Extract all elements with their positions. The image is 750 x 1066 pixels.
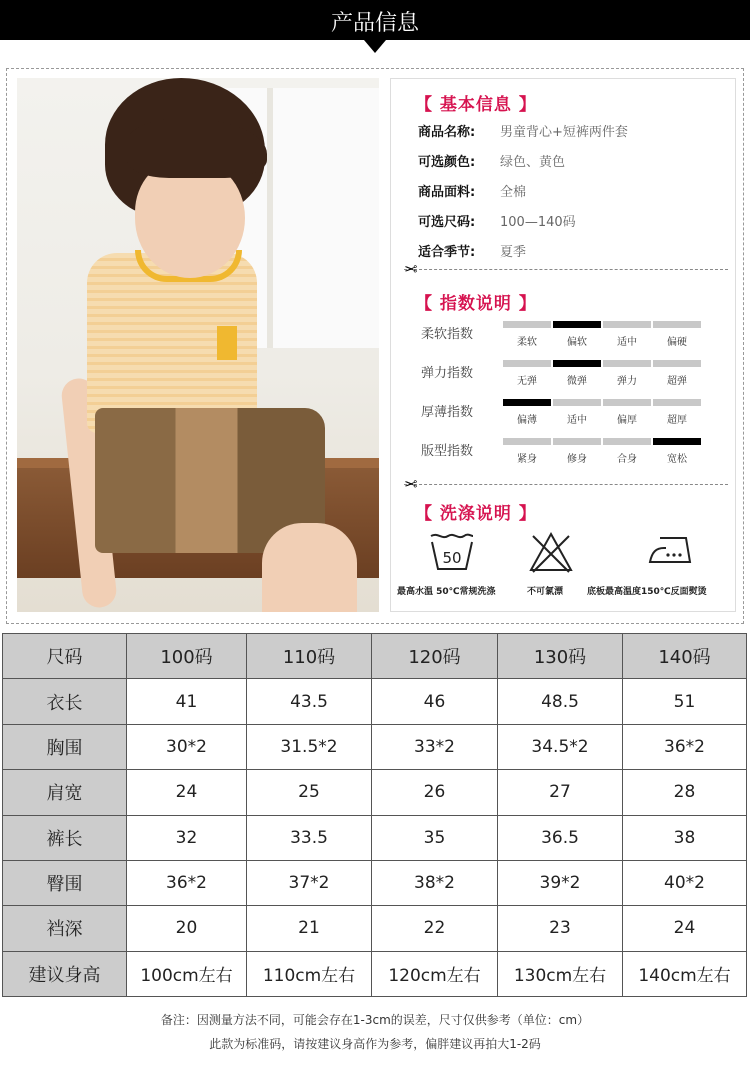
note-line: 备注：因测量方法不同，可能会存在1-3cm的误差，尺寸仅供参考（单位：cm） <box>160 1013 590 1027</box>
size-cell: 35 <box>372 815 498 860</box>
basic-key: 商品面料: <box>418 185 476 200</box>
scissors-icon: ✂ <box>404 474 418 493</box>
size-cell: 23 <box>498 906 623 951</box>
index-title: 【 指数说明 】 <box>415 294 537 314</box>
cut-line <box>404 484 728 485</box>
size-cell: 110码 <box>247 634 372 679</box>
index-bar <box>503 438 551 445</box>
size-cell: 36*2 <box>623 724 747 769</box>
cut-line <box>404 269 728 270</box>
size-cell: 27 <box>498 770 623 815</box>
wash-label: 不可氯漂 <box>527 587 564 597</box>
index-level-label: 紧身 <box>517 454 537 465</box>
index-bar <box>653 399 701 406</box>
size-table-row <box>3 770 747 815</box>
size-cell: 110cm左右 <box>247 951 372 996</box>
row-label-cell: 裤长 <box>3 815 127 860</box>
index-bar-selected <box>653 438 701 445</box>
size-cell: 37*2 <box>247 860 372 905</box>
index-level-label: 无弹 <box>517 376 537 387</box>
size-cell: 24 <box>623 906 747 951</box>
scissors-icon: ✂ <box>404 259 418 278</box>
size-cell: 48.5 <box>498 679 623 724</box>
size-table-row <box>3 815 747 860</box>
index-level-label: 偏软 <box>567 337 587 348</box>
index-bar <box>603 438 651 445</box>
basic-value: 夏季 <box>500 245 527 260</box>
row-label-cell: 肩宽 <box>3 770 127 815</box>
size-cell: 21 <box>247 906 372 951</box>
basic-key: 可选尺码: <box>418 215 476 230</box>
wash-label: 底板最高温度150℃反面熨烫 <box>587 587 707 597</box>
size-cell: 24 <box>127 770 247 815</box>
size-cell: 25 <box>247 770 372 815</box>
index-level-label: 宽松 <box>667 454 687 465</box>
basic-key: 适合季节: <box>418 245 476 260</box>
index-bar <box>553 438 601 445</box>
size-table-row <box>3 951 747 996</box>
index-level-label: 柔软 <box>517 337 537 348</box>
size-table-body <box>3 634 747 997</box>
index-level-label: 微弹 <box>567 376 587 387</box>
no-bleach-icon <box>527 530 575 574</box>
size-cell: 31.5*2 <box>247 724 372 769</box>
size-cell: 43.5 <box>247 679 372 724</box>
row-label-cell: 衣长 <box>3 679 127 724</box>
index-bar <box>653 321 701 328</box>
index-bar <box>603 360 651 367</box>
size-cell: 140码 <box>623 634 747 679</box>
size-cell: 100cm左右 <box>127 951 247 996</box>
index-label: 版型指数 <box>421 444 474 459</box>
photo-vest-pocket <box>217 326 237 360</box>
basic-info-title: 【 基本信息 】 <box>415 95 537 115</box>
size-cell: 33.5 <box>247 815 372 860</box>
index-bar-selected <box>553 360 601 367</box>
wash-basin-icon <box>428 532 476 572</box>
size-cell: 20 <box>127 906 247 951</box>
row-label-cell: 臀围 <box>3 860 127 905</box>
index-level-label: 偏薄 <box>517 415 537 426</box>
basic-value: 100—140码 <box>500 215 576 230</box>
basic-value: 全棉 <box>500 185 527 200</box>
size-table <box>2 633 747 997</box>
product-photo <box>17 78 379 612</box>
index-level-label: 超弹 <box>667 376 687 387</box>
size-table-header <box>3 634 747 679</box>
wash-temp: 50 <box>442 549 462 567</box>
note-line: 此款为标准码，请按建议身高作为参考，偏胖建议再拍大1-2码 <box>209 1037 541 1051</box>
size-cell: 26 <box>372 770 498 815</box>
index-level-label: 偏厚 <box>617 415 637 426</box>
size-cell: 38 <box>623 815 747 860</box>
index-level-label: 适中 <box>567 415 587 426</box>
index-level-label: 弹力 <box>617 376 637 387</box>
size-cell: 36*2 <box>127 860 247 905</box>
size-cell: 40*2 <box>623 860 747 905</box>
wash-label: 最高水温 50℃常规洗涤 <box>397 587 496 597</box>
size-cell: 140cm左右 <box>623 951 747 996</box>
index-level-label: 超厚 <box>667 415 687 426</box>
index-label: 柔软指数 <box>421 327 474 342</box>
row-label-cell: 裆深 <box>3 906 127 951</box>
header-pointer <box>364 40 386 53</box>
size-table-row <box>3 724 747 769</box>
basic-value: 男童背心+短裤两件套 <box>500 125 628 140</box>
index-bar <box>503 360 551 367</box>
header-title: 产品信息 <box>330 11 419 36</box>
size-cell: 100码 <box>127 634 247 679</box>
size-cell: 28 <box>623 770 747 815</box>
size-cell: 34.5*2 <box>498 724 623 769</box>
size-cell: 22 <box>372 906 498 951</box>
basic-value: 绿色、黄色 <box>500 155 566 170</box>
size-cell: 41 <box>127 679 247 724</box>
size-table-row <box>3 906 747 951</box>
size-cell: 51 <box>623 679 747 724</box>
index-level-label: 适中 <box>617 337 637 348</box>
index-bar <box>503 321 551 328</box>
size-cell: 30*2 <box>127 724 247 769</box>
photo-window-frame <box>267 88 273 348</box>
row-label-cell: 建议身高 <box>3 951 127 996</box>
index-level-label: 修身 <box>567 454 587 465</box>
index-label: 厚薄指数 <box>421 405 474 420</box>
page-header <box>0 0 750 40</box>
index-bar <box>553 399 601 406</box>
size-cell: 120码 <box>372 634 498 679</box>
basic-key: 可选颜色: <box>418 155 476 170</box>
index-level-label: 偏硬 <box>667 337 687 348</box>
iron-icon <box>646 534 696 568</box>
index-bar <box>653 360 701 367</box>
index-level-label: 合身 <box>617 454 637 465</box>
basic-key: 商品名称: <box>418 125 476 140</box>
index-bar <box>603 399 651 406</box>
size-cell: 130cm左右 <box>498 951 623 996</box>
size-cell: 39*2 <box>498 860 623 905</box>
index-bar-selected <box>503 399 551 406</box>
size-cell: 130码 <box>498 634 623 679</box>
index-bar <box>603 321 651 328</box>
size-cell: 32 <box>127 815 247 860</box>
row-label-cell: 胸围 <box>3 724 127 769</box>
index-bar-selected <box>553 321 601 328</box>
size-table-row <box>3 860 747 905</box>
photo-leg <box>262 523 357 612</box>
index-label: 弹力指数 <box>421 366 474 381</box>
size-cell: 36.5 <box>498 815 623 860</box>
size-cell: 33*2 <box>372 724 498 769</box>
size-cell: 120cm左右 <box>372 951 498 996</box>
size-table-row <box>3 679 747 724</box>
size-cell: 46 <box>372 679 498 724</box>
size-cell: 38*2 <box>372 860 498 905</box>
wash-title: 【 洗涤说明 】 <box>415 504 537 524</box>
row-label-cell: 尺码 <box>3 634 127 679</box>
